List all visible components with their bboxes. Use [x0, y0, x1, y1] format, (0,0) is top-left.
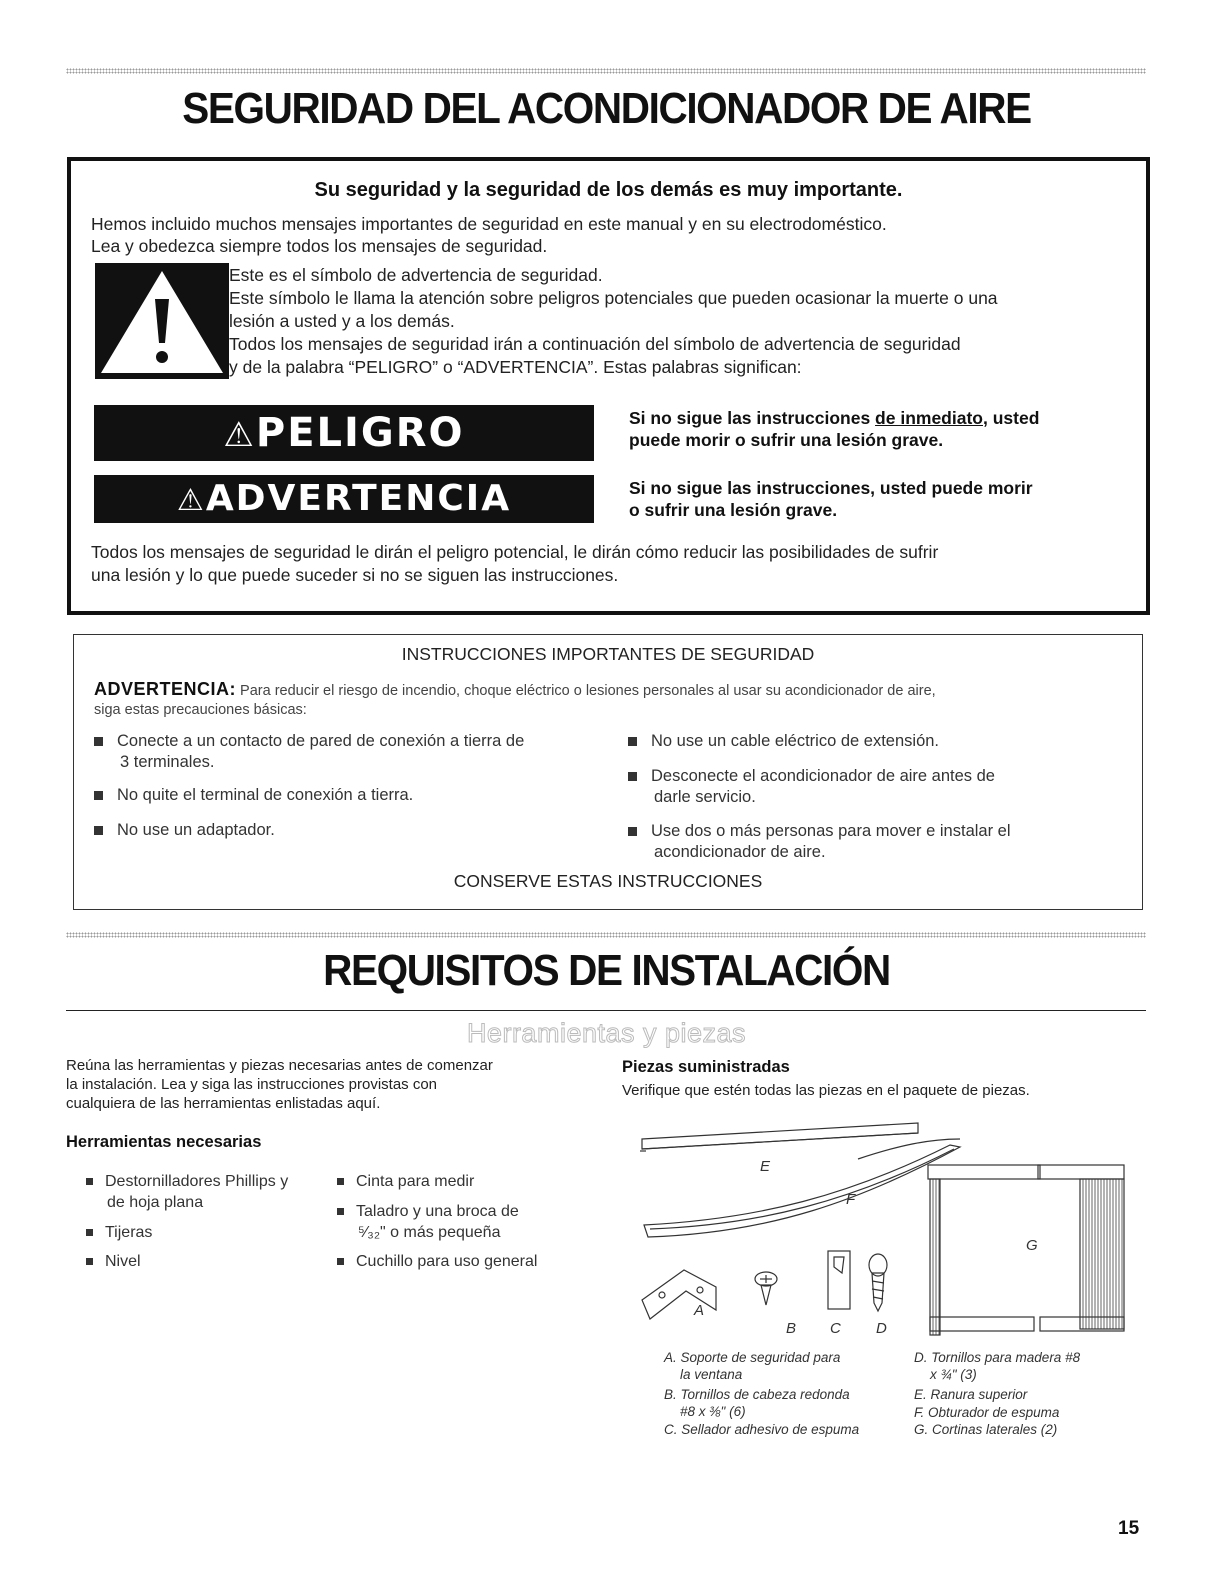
- list-item-text: Cinta para medir: [356, 1173, 475, 1190]
- list-item-text: Desconecte el acondicionador de aire antes de: [651, 767, 995, 785]
- side-curtain-left-icon: [928, 1165, 1040, 1335]
- peligro-text: [629, 407, 1039, 451]
- bullet-icon: [337, 1178, 344, 1185]
- install-subtitle: Herramientas y piezas: [466, 1018, 747, 1048]
- peligro-text-underlined: de inmediato: [875, 408, 983, 428]
- caption-e-text: E. Ranura superior: [914, 1387, 1028, 1402]
- list-item-text: Tijeras: [105, 1224, 153, 1241]
- warning-symbol-icon: ⚠: [223, 415, 256, 455]
- caption-f: [914, 1404, 1059, 1421]
- window-bracket-icon: [642, 1270, 716, 1319]
- peligro-text-2: puede morir o sufrir una lesión grave.: [629, 430, 944, 450]
- top-dotted-rule: [66, 68, 1146, 74]
- peligro-banner: [94, 405, 594, 461]
- list-item-text: No quite el terminal de conexión a tierra.: [117, 786, 414, 804]
- instructions-box: [73, 634, 1143, 910]
- caption-g-text: G. Cortinas laterales (2): [914, 1422, 1058, 1437]
- list-item-text: No use un cable eléctrico de extensión.: [651, 732, 940, 750]
- label-c: C: [830, 1320, 841, 1337]
- bullet-icon: [94, 737, 103, 746]
- instructions-warning: [94, 679, 936, 700]
- middle-dotted-rule: [66, 932, 1146, 938]
- wood-screw-icon: [869, 1254, 887, 1311]
- label-a: A: [694, 1302, 705, 1319]
- list-item-text-2: de hoja plana: [107, 1194, 204, 1211]
- bullet-icon: [86, 1258, 93, 1265]
- top-channel-icon: [640, 1123, 918, 1151]
- caption-d: [914, 1349, 1080, 1383]
- safety-title: SEGURIDAD DEL ACONDICIONADOR DE AIRE: [182, 84, 1031, 133]
- instructions-warning-2: siga estas precauciones básicas:: [94, 702, 307, 718]
- list-item: [337, 1171, 474, 1192]
- list-item: [86, 1171, 288, 1213]
- advertencia-label: ADVERTENCIA: [205, 478, 512, 519]
- tools-heading: Herramientas necesarias: [66, 1133, 262, 1151]
- caption-d-text-2: x ¾" (3): [930, 1367, 977, 1382]
- side-curtain-right-icon: [1038, 1165, 1124, 1331]
- caption-d-text: D. Tornillos para madera #8: [914, 1350, 1081, 1365]
- instructions-title: INSTRUCCIONES IMPORTANTES DE SEGURIDAD: [401, 644, 815, 664]
- install-rule: [66, 1010, 1146, 1011]
- advertencia-text: [629, 477, 1033, 521]
- list-item-text: Taladro y una broca de: [356, 1203, 519, 1220]
- parts-text: Verifique que estén todas las piezas en el paquete de piezas.: [622, 1082, 1030, 1099]
- safety-intro-1: Hemos incluido muchos mensajes importantes de seguridad en este manual y en su electrodoméstico.: [91, 214, 887, 234]
- advertencia-text-2: o sufrir una lesión grave.: [629, 500, 838, 520]
- list-item-text: No use un adaptador.: [117, 821, 275, 839]
- parts-diagram: [620, 1115, 1135, 1350]
- bullet-icon: [628, 737, 637, 746]
- instructions-warning-label: ADVERTENCIA:: [94, 679, 237, 699]
- label-f: F: [846, 1191, 856, 1208]
- round-head-screw-icon: [755, 1272, 777, 1305]
- symbol-line-5: y de la palabra “PELIGRO” o “ADVERTENCIA”. Estas palabras significan:: [229, 357, 802, 377]
- bullet-icon: [337, 1258, 344, 1265]
- caption-a-text-2: la ventana: [680, 1367, 743, 1382]
- list-item-text-2: 3 terminales.: [120, 753, 215, 771]
- parts-heading: Piezas suministradas: [622, 1058, 790, 1076]
- label-b: B: [786, 1320, 797, 1337]
- peligro-label: PELIGRO: [255, 410, 465, 456]
- closing-line-2: una lesión y lo que puede suceder si no se siguen las instrucciones.: [91, 565, 619, 585]
- instructions-warning-text: Para reducir el riesgo de incendio, choque eléctrico o lesiones personales al usar su acondicionador de aire,: [240, 683, 936, 699]
- closing-line-1: Todos los mensajes de seguridad le dirán el peligro potencial, le dirán cómo reducir las posibilidades de sufrir: [91, 542, 939, 562]
- label-g: G: [1026, 1237, 1038, 1254]
- list-item: [628, 821, 1011, 863]
- caption-b-text-2: #8 x ⅜" (6): [680, 1404, 746, 1419]
- list-item-text-2: darle servicio.: [654, 788, 756, 806]
- list-item: [628, 766, 995, 808]
- list-item: [86, 1251, 141, 1272]
- bullet-icon: [86, 1229, 93, 1236]
- bullet-icon: [86, 1178, 93, 1185]
- advertencia-text-1: Si no sigue las instrucciones, usted puede morir: [629, 478, 1033, 498]
- safety-box-heading: Su seguridad y la seguridad de los demás es muy importante.: [314, 179, 903, 201]
- list-item-text: Nivel: [105, 1253, 141, 1270]
- page-number: 15: [1118, 1518, 1140, 1539]
- caption-b-text: B. Tornillos de cabeza redonda: [664, 1387, 850, 1402]
- list-item-text: Cuchillo para uso general: [356, 1253, 538, 1270]
- list-item: [86, 1222, 152, 1243]
- caption-c: [664, 1421, 859, 1438]
- list-item-text-2: acondicionador de aire.: [654, 843, 826, 861]
- list-item-text: Conecte a un contacto de pared de conexión a tierra de: [117, 732, 525, 750]
- symbol-line-4: Todos los mensajes de seguridad irán a continuación del símbolo de advertencia de seguridad: [229, 334, 961, 354]
- bullet-icon: [94, 826, 103, 835]
- label-e: E: [760, 1158, 771, 1175]
- bullet-icon: [628, 827, 637, 836]
- warning-symbol-icon: ⚠: [176, 483, 206, 518]
- list-item-text: Destornilladores Phillips y: [105, 1173, 289, 1190]
- safety-intro-2: Lea y obedezca siempre todos los mensajes de seguridad.: [91, 236, 548, 256]
- bullet-icon: [337, 1208, 344, 1215]
- advertencia-banner: [94, 475, 594, 523]
- install-intro-2: la instalación. Lea y siga las instrucciones provistas con: [66, 1076, 438, 1093]
- caption-f-text: F. Obturador de espuma: [914, 1405, 1060, 1420]
- symbol-line-3: lesión a usted y a los demás.: [229, 311, 455, 331]
- list-item: [94, 820, 275, 841]
- caption-a: [664, 1349, 840, 1383]
- list-item: [628, 731, 939, 752]
- install-intro-3: cualquiera de las herramientas enlistadas aquí.: [66, 1095, 381, 1112]
- foam-adhesive-icon: [828, 1251, 850, 1309]
- caption-g: [914, 1421, 1057, 1438]
- symbol-line-1: Este es el símbolo de advertencia de seguridad.: [229, 265, 603, 285]
- instructions-footer: CONSERVE ESTAS INSTRUCCIONES: [453, 871, 763, 891]
- list-item: [337, 1251, 537, 1272]
- caption-a-text: A. Soporte de seguridad para: [664, 1350, 841, 1365]
- peligro-text-b: , usted: [982, 408, 1040, 428]
- list-item-text: Use dos o más personas para mover e instalar el: [651, 822, 1011, 840]
- list-item: [94, 785, 413, 806]
- label-d: D: [876, 1320, 887, 1337]
- list-item: [94, 731, 524, 773]
- safety-box: [67, 157, 1150, 615]
- caption-b: [664, 1386, 850, 1420]
- peligro-text-a: Si no sigue las instrucciones: [629, 408, 876, 428]
- list-item: [337, 1201, 519, 1243]
- bullet-icon: [628, 772, 637, 781]
- install-intro-1: Reúna las herramientas y piezas necesarias antes de comenzar: [66, 1057, 493, 1074]
- caption-e: [914, 1386, 1027, 1403]
- caption-c-text: C. Sellador adhesivo de espuma: [664, 1422, 860, 1437]
- bullet-icon: [94, 791, 103, 800]
- install-title: REQUISITOS DE INSTALACIÓN: [323, 946, 890, 995]
- list-item-text-2: ⁵⁄₃₂" o más pequeña: [358, 1224, 501, 1241]
- symbol-line-2: Este símbolo le llama la atención sobre peligros potenciales que pueden ocasionar la muerte o una: [229, 288, 998, 308]
- warning-triangle-icon: [95, 263, 229, 379]
- foam-seal-icon: [644, 1139, 960, 1237]
